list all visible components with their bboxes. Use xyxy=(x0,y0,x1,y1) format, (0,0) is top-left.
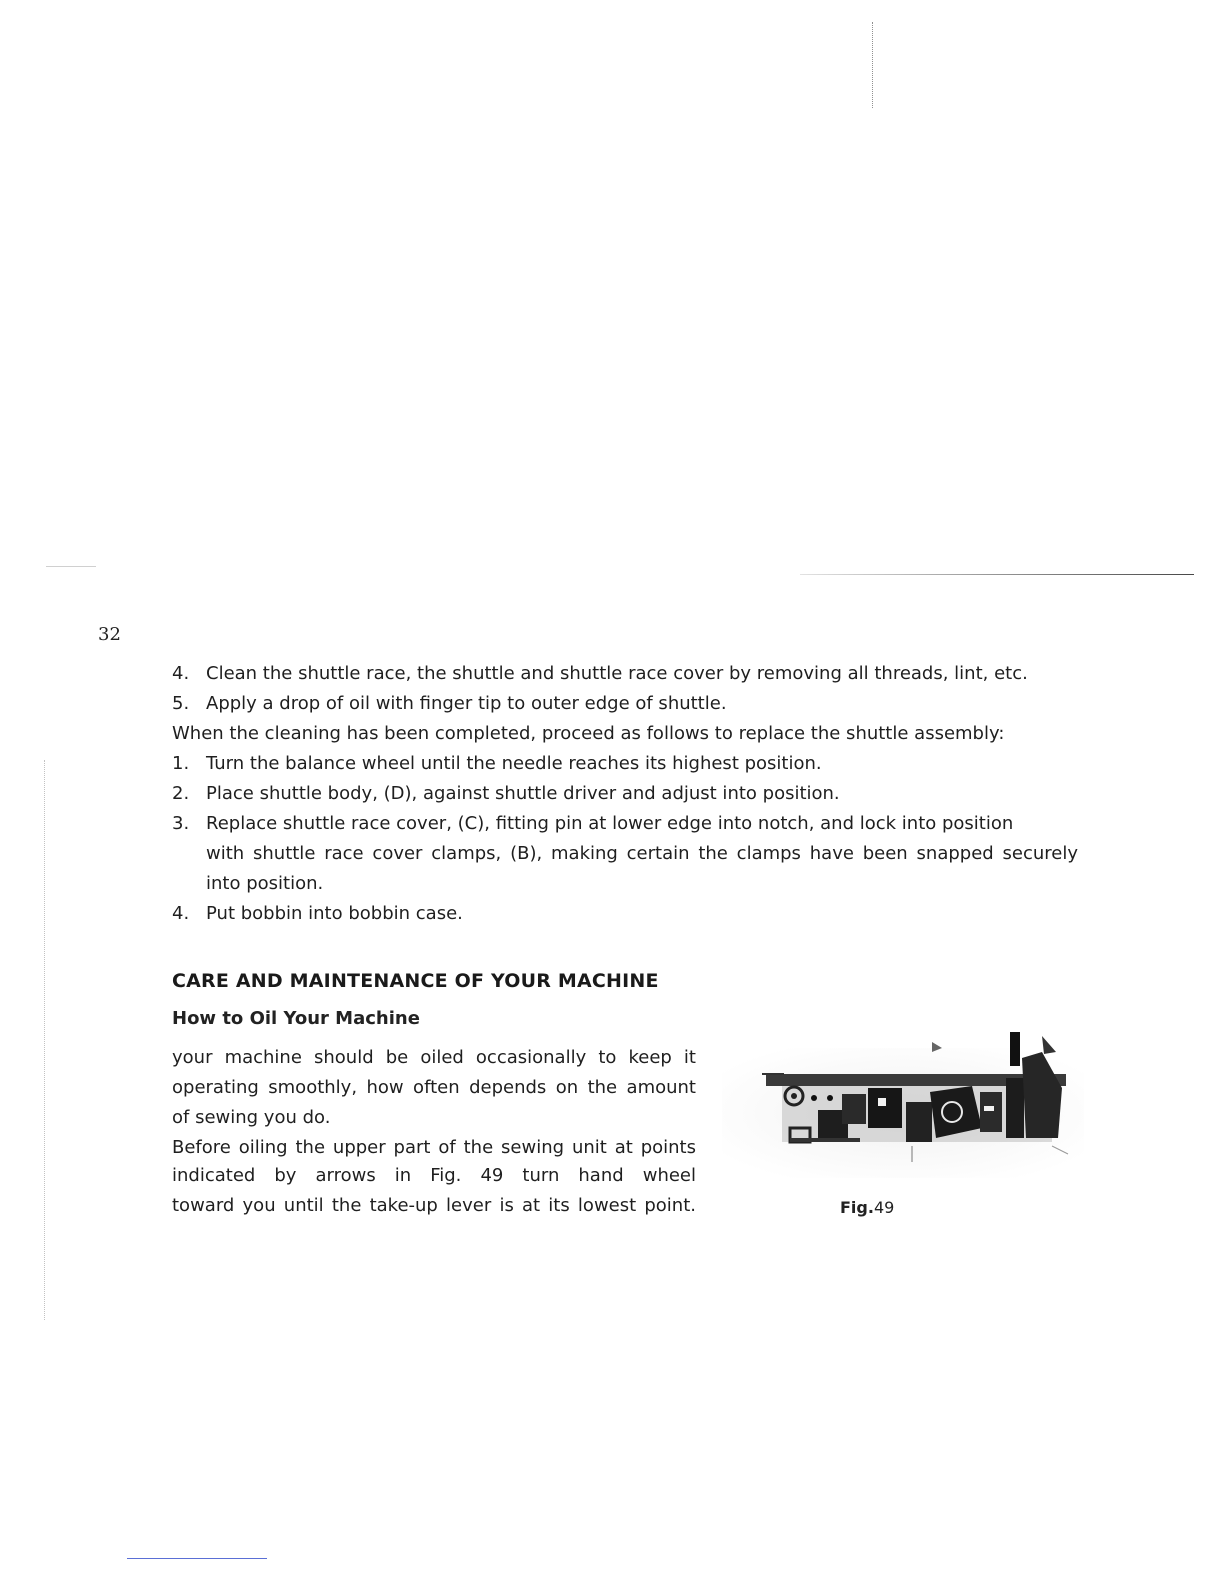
step-number: 2. xyxy=(172,783,190,804)
step-number: 1. xyxy=(172,753,190,774)
step-text: Turn the balance wheel until the needle reaches its highest position. xyxy=(206,753,822,774)
page-top-rule xyxy=(800,574,1194,575)
figure-caption xyxy=(840,1198,894,1217)
section-subheading: How to Oil Your Machine xyxy=(172,1008,420,1029)
scan-artifact-ticks xyxy=(872,22,877,108)
section-heading: CARE AND MAINTENANCE OF YOUR MACHINE xyxy=(172,970,659,992)
binding-margin-dots xyxy=(44,760,47,1320)
step-text: Apply a drop of oil with finger tip to outer edge of shuttle. xyxy=(206,693,727,714)
paragraph-line: indicated by arrows in Fig. 49 turn hand wheel xyxy=(172,1165,696,1186)
step-number: 4. xyxy=(172,663,190,684)
step-text-continued: into position. xyxy=(206,873,324,894)
paragraph-line: your machine should be oiled occasionally to keep it xyxy=(172,1047,696,1068)
page-number: 32 xyxy=(98,624,121,645)
step-item xyxy=(172,812,1013,836)
step-number: 3. xyxy=(172,813,190,834)
figure-caption-number: 49 xyxy=(873,1198,895,1217)
paragraph-line: toward you until the take-up lever is at its lowest point. xyxy=(172,1195,696,1216)
paragraph-line: operating smoothly, how often depends on the amount xyxy=(172,1077,696,1098)
intro-text: When the cleaning has been completed, proceed as follows to replace the shuttle assembly: xyxy=(172,723,1005,744)
step-item xyxy=(172,692,727,716)
step-number: 4. xyxy=(172,903,190,924)
step-text-continued: with shuttle race cover clamps, (B), making certain the clamps have been snapped securely xyxy=(206,843,1078,864)
step-number: 5. xyxy=(172,693,190,714)
bottom-underline xyxy=(127,1558,267,1559)
step-item xyxy=(172,902,463,926)
step-text: Place shuttle body, (D), against shuttle driver and adjust into position. xyxy=(206,783,840,804)
sewing-machine-figure xyxy=(722,1028,1084,1188)
step-item xyxy=(172,752,822,776)
step-text: Clean the shuttle race, the shuttle and shuttle race cover by removing all threads, lint, etc. xyxy=(206,663,1028,684)
scan-artifact-rule-left xyxy=(46,566,96,567)
figure-caption-prefix: Fig. xyxy=(840,1198,874,1217)
step-item xyxy=(172,782,840,806)
step-text: Put bobbin into bobbin case. xyxy=(206,903,463,924)
paragraph-line: Before oiling the upper part of the sewing unit at points xyxy=(172,1137,696,1158)
paragraph-line: of sewing you do. xyxy=(172,1107,331,1128)
step-text: Replace shuttle race cover, (C), fitting pin at lower edge into notch, and lock into position xyxy=(206,813,1014,834)
step-item xyxy=(172,662,1078,686)
